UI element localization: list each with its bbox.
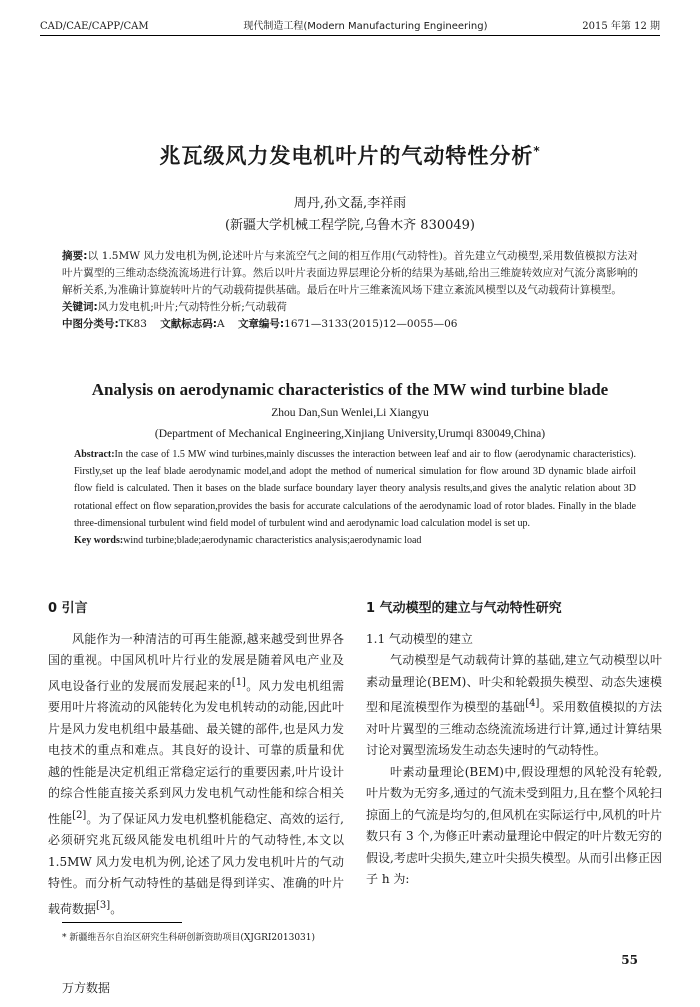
citation-4[interactable]: [4] <box>525 698 540 709</box>
classification-line: 中图分类号:TK83 文献标志码:A 文章编号:1671—3133(2015)12—0055—06 <box>62 318 458 330</box>
section-1-1-heading: 1.1 气动模型的建立 <box>366 631 473 646</box>
funding-footnote: * 新疆维吾尔自治区研究生科研创新资助项目(XJGRI2013031) <box>62 933 316 943</box>
header-journal: 现代制造工程(Modern Manufacturing Engineering) <box>243 21 488 32</box>
watermark: 万方数据 <box>62 981 111 995</box>
section-0-heading: 0 引言 <box>48 601 88 616</box>
title-footnote-mark: * <box>533 144 541 158</box>
citation-2[interactable]: [2] <box>72 809 87 821</box>
english-abstract <box>74 446 636 549</box>
citation-1[interactable]: [1] <box>231 676 246 688</box>
english-keywords-text: wind turbine;blade;aerodynamic characteristics analysis;aerodynamic load <box>123 535 422 547</box>
authors: 周丹,孙文磊,李祥雨 <box>293 196 407 211</box>
english-authors: Zhou Dan,Sun Wenlei,Li Xiangyu <box>271 407 429 419</box>
section-1-heading: 1 气动模型的建立与气动特性研究 <box>366 601 562 616</box>
running-header <box>40 8 660 36</box>
english-abstract-text: In the case of 1.5 MW wind turbines,mainly discusses the interaction between leaf and air to flow (aerodynamic characteristics). Firstly,set up the leaf blade aerodynamic model,and adopt the method of numerical simulation for flow around 3D dynamic blade airfoil flow field is calculated. Then it bases on the blade surface boundary layer theory analysis results,and gives the analytic relation about 3D rotational effect on flow separation,provides the basis for accurate calculations of the aerodynamic load of rotor blades. Finally in the blade three-dimensional turbulent wind field model of turbulent wind and aerodynamic load calculation model is set up. <box>74 449 636 529</box>
right-column <box>366 598 662 891</box>
footnote-divider <box>62 922 182 923</box>
citation-3[interactable]: [3] <box>96 899 111 911</box>
english-keywords-label: Key words: <box>74 535 124 547</box>
bem-paragraph: 叶素动量理论(BEM)中,假设理想的风轮没有轮毂,叶片数为无穷多,通过的气流未受到阻力,且在整个风轮扫掠面上的气流是均匀的,但风机在实际运行中,风机的叶片数只有 3 个,为修正叶素动量理论中假定的叶片数无穷的假设,考虑叶尖损失,建立叶尖损失模型。从而引出修正因子 h 为: <box>366 764 662 886</box>
keywords-label: 关键词: <box>62 301 98 313</box>
intro-paragraph: 风能作为一种清洁的可再生能源,越来越受到世界各国的重视。中国风机叶片行业的发展是随着风电产业及风电设备行业的发展而发展起来的[1]。风力发电机组需要用叶片将流动的风能转化为发电机转动的动能,因此叶片是风力发电机组中最基础、最关键的部件,也是风力发电技术的重点和难点。其良好的设计、可靠的质量和优越的性能是决定机组正常稳定运行的重要因素,叶片设计的综合性能直接关系到风力发电机气动性能和综合相关性能[2]。为了保证风力发电机整机能稳定、高效的运行,必须研究兆瓦级风能发电机组叶片的气动特性,本文以 1.5MW 风力发电机为例,论述了风力发电机叶片的气动特性。而分析气动特性的基础是得到详实、准确的叶片载荷数据[3]。 <box>48 631 344 916</box>
english-abstract-label: Abstract: <box>74 449 115 460</box>
page-number: 55 <box>621 953 638 967</box>
affiliation: (新疆大学机械工程学院,乌鲁木齐 830049) <box>224 218 476 233</box>
model-paragraph: 气动模型是气动载荷计算的基础,建立气动模型以叶素动量理论(BEM)、叶尖和轮毂损失模型、动态失速模型和尾流模型作为模型的基础[4]。采用数值模拟的方法对叶片翼型的三维动态绕流流场进行计算,通过计算结果讨论对翼型流场发生动态失速时的气动特性。 <box>366 653 662 757</box>
english-title: Analysis on aerodynamic characteristics of the MW wind turbine blade <box>91 380 609 399</box>
paper-title: 兆瓦级风力发电机叶片的气动特性分析* <box>159 144 541 168</box>
keywords-text: 风力发电机;叶片;气动特性分析;气动载荷 <box>97 301 287 313</box>
abstract-label: 摘要: <box>62 250 88 262</box>
abstract-text: 以 1.5MW 风力发电机为例,论述叶片与来流空气之间的相互作用(气动特性)。首先建立气动模型,采用数值模拟方法对叶片翼型的三维动态绕流流场进行计算。然后以叶片表面边界层理论分析的结果为基础,给出三维旋转效应对气流分离影响的解析关系,为准确计算旋转叶片的气动载荷提供基础。最后在叶片三维紊流风场下建立紊流风模型以及气动载荷计算模型。 <box>62 250 638 296</box>
header-issue: 2015 年第 12 期 <box>582 21 660 32</box>
english-affiliation: (Department of Mechanical Engineering,Xinjiang University,Urumqi 830049,China) <box>154 428 546 440</box>
left-column <box>48 598 344 920</box>
header-left: CAD/CAE/CAPP/CAM <box>40 21 149 32</box>
chinese-abstract <box>62 248 638 333</box>
